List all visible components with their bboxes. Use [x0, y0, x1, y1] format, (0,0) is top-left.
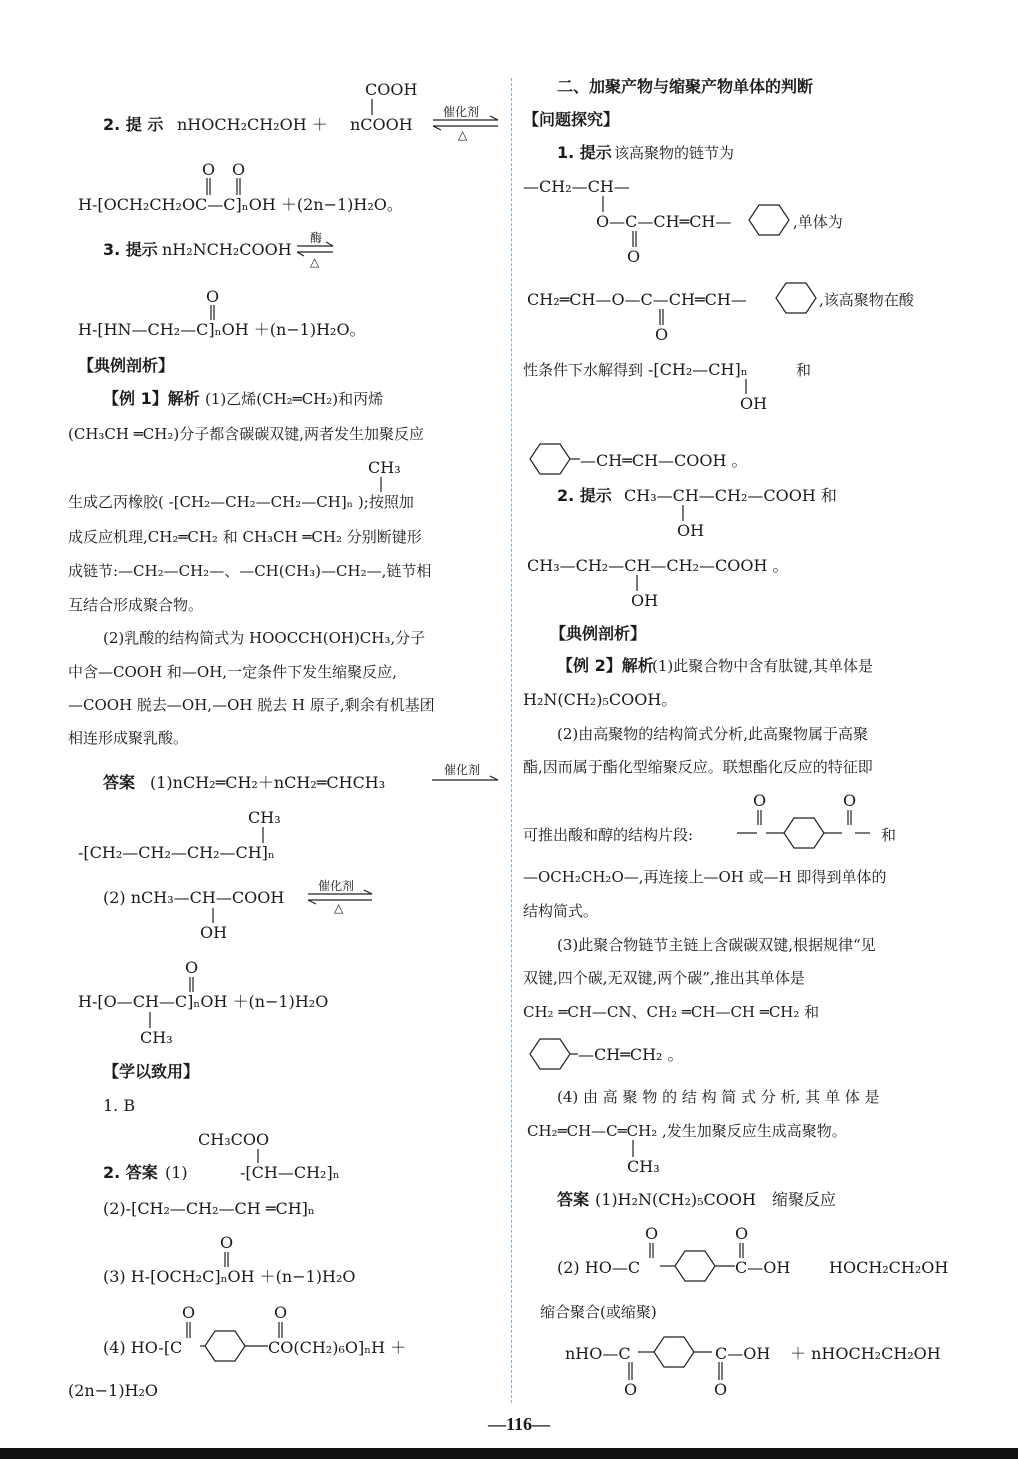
ch3-label: CH₃	[248, 808, 281, 827]
q2-product: H-[OCH₂CH₂OC—C]ₙOH ＋(2n−1)H₂O。	[78, 195, 403, 214]
o-atom: O	[735, 1224, 749, 1243]
r2-label: 2. 提示	[557, 486, 612, 505]
ans-2b: C—OH	[735, 1258, 791, 1277]
ex2-title: 【例 2】解析	[557, 656, 654, 675]
ch3-label: CH₃	[627, 1157, 660, 1176]
answer-label: 答案	[103, 773, 136, 792]
ans2-heat: △	[334, 901, 344, 915]
ex2-line: 双键,四个碳,无双键,两个碳”,推出其单体是	[523, 969, 805, 987]
ex1-line: 中含—COOH 和—OH,一定条件下发生缩聚反应,	[68, 663, 397, 681]
ex2-line: CH₂═CH—C═CH₂ ,发生加聚反应生成高聚物。	[527, 1122, 847, 1140]
ch3-label: CH₃	[140, 1028, 173, 1047]
r1-text: 该高聚物的链节为	[614, 144, 735, 162]
ans-2c: HOCH₂CH₂OH	[829, 1258, 949, 1277]
ex2-line: CH₂ ═CH—CN、CH₂ ═CH—CH ═CH₂ 和	[523, 1003, 820, 1021]
ex1-line: 成反应机理,CH₂═CH₂ 和 CH₃CH ═CH₂ 分别断键形	[68, 528, 422, 546]
apply-1: 1. B	[103, 1096, 136, 1115]
r1-cinnamic: —CH═CH—COOH 。	[580, 451, 748, 470]
o-atom: O	[206, 287, 220, 306]
bottom-edge-bar	[0, 1448, 1018, 1459]
section-example: 【典例剖析】	[78, 356, 175, 375]
ex1-line: (2)乳酸的结构简式为 HOOCCH(OH)CH₃,分子	[103, 629, 426, 647]
apply2-1-top: CH₃COO	[198, 1130, 270, 1149]
ex2-line: (4) 由 高 聚 物 的 结 构 简 式 分 析, 其 单 体 是	[557, 1088, 880, 1106]
section-example-2: 【典例剖析】	[550, 624, 647, 643]
q3-equation: nH₂NCH₂COOH	[162, 240, 292, 259]
o-atom: O	[627, 247, 641, 266]
q3-product: H-[HN—CH₂—C]ₙOH ＋(n−1)H₂O。	[78, 320, 366, 339]
apply2-4b: CO(CH₂)₆O]ₙH ＋	[268, 1338, 407, 1357]
page-number: —116—	[488, 1414, 551, 1434]
ex1-line: 相连形成聚乳酸。	[68, 729, 189, 747]
o-atom: O	[185, 958, 199, 977]
ch3-label: CH₃	[368, 458, 401, 477]
o-atom: O	[645, 1224, 659, 1243]
o-atom: O	[182, 1303, 196, 1322]
section-inquiry: 【问题探究】	[523, 110, 620, 129]
ans2-equation: (2) nCH₃—CH—COOH	[103, 888, 285, 907]
ex2-line: 可推出酸和醇的结构片段:	[523, 826, 694, 844]
ex2-line: —CH═CH₂ 。	[578, 1045, 684, 1064]
ex2-line: (1)此聚合物中含有肽键,其单体是	[652, 657, 874, 675]
r1-label: 1. 提示	[557, 143, 612, 162]
cooh-bottom: nCOOH	[350, 115, 413, 134]
apply2-1-chain: -[CH—CH₂]ₙ	[240, 1163, 340, 1182]
apply2-1: (1)	[165, 1163, 188, 1182]
r1-hydrolysis: 性条件下水解得到	[523, 361, 644, 379]
ans1-catalyst: 催化剂	[444, 763, 481, 777]
oh-label: OH	[677, 521, 705, 540]
ex1-line: (1)乙烯(CH₂═CH₂)和丙烯	[205, 390, 384, 408]
ex2-line: —OCH₂CH₂O—,再连接上—OH 或—H 即得到单体的	[523, 868, 887, 886]
q3-heat: △	[310, 255, 320, 269]
ans-4b: C—OH	[715, 1344, 771, 1363]
oh-label: OH	[200, 923, 228, 942]
ex1-line: 生成乙丙橡胶( -[CH₂—CH₂—CH₂—CH]ₙ );按照加	[68, 493, 414, 511]
ex2-line: 结构简式。	[523, 902, 599, 920]
ex1-line: 互结合形成聚合物。	[68, 596, 204, 614]
r1-polyol: -[CH₂—CH]ₙ	[648, 360, 748, 379]
ex1-line: 成链节:—CH₂—CH₂—、—CH(CH₃)—CH₂—,链节相	[68, 562, 432, 580]
ans2-catalyst: 催化剂	[318, 879, 355, 893]
ex1-title: 【例 1】解析	[103, 389, 200, 408]
o-atom: O	[843, 791, 857, 810]
o-atom: O	[274, 1303, 288, 1322]
r1-monomer: CH₂═CH—O—C—CH═CH—	[527, 290, 747, 309]
o-atom: O	[714, 1380, 728, 1399]
ex2-line: (2)由高聚物的结构简式分析,此高聚物属于高聚	[557, 725, 869, 743]
q3-catalyst: 酶	[310, 231, 323, 245]
apply2-4a: (4) HO-[C	[103, 1338, 183, 1357]
ex1-line: (CH₃CH ═CH₂)分子都含碳碳双键,两者发生加聚反应	[68, 425, 424, 443]
apply2-3: (3) H-[OCH₂C]ₙOH ＋(n−1)H₂O	[103, 1267, 356, 1286]
o-atom: O	[624, 1380, 638, 1399]
ex2-line: H₂N(CH₂)₅COOH。	[523, 690, 678, 709]
r1-chain: —CH₂—CH—	[523, 177, 630, 196]
ex2-line: 和	[881, 826, 897, 844]
o-atom: O	[753, 791, 767, 810]
r1-ester: O—C—CH═CH—	[596, 212, 732, 231]
r1-and: 和	[796, 361, 812, 379]
r1-monomer-label: ,单体为	[793, 213, 843, 231]
o-atom: O	[202, 160, 216, 179]
ex2-line: 酯,因而属于酯化型缩聚反应。联想酯化反应的特征即	[523, 758, 873, 776]
ans2-product: H-[O—CH—C]ₙOH ＋(n−1)H₂O	[78, 992, 329, 1011]
answer-label: 答案	[557, 1190, 590, 1209]
o-atom: O	[220, 1233, 234, 1252]
q2-heat: △	[458, 128, 468, 142]
apply2-2: (2)-[CH₂—CH₂—CH ═CH]ₙ	[103, 1199, 315, 1218]
oh-label: OH	[631, 591, 659, 610]
oh-label: OH	[740, 394, 768, 413]
ans-4c: ＋ nHOCH₂CH₂OH	[790, 1344, 941, 1363]
q2-label: 2. 提 示	[103, 115, 164, 134]
section-apply: 【学以致用】	[103, 1062, 200, 1081]
section-title: 二、加聚产物与缩聚产物单体的判断	[557, 77, 814, 96]
cooh-top: COOH	[365, 80, 418, 99]
ans1-equation: (1)nCH₂═CH₂＋nCH₂═CHCH₃	[150, 773, 386, 792]
ans1-product: -[CH₂—CH₂—CH₂—CH]ₙ	[78, 843, 275, 862]
ans-3: 缩合聚合(或缩聚)	[540, 1303, 657, 1321]
r2-b: CH₃—CH₂—CH—CH₂—COOH 。	[527, 556, 789, 575]
ex2-line: (3)此聚合物链节主链上含碳碳双键,根据规律“见	[557, 936, 876, 954]
o-atom: O	[232, 160, 246, 179]
apply2-4c: (2n−1)H₂O	[68, 1381, 159, 1400]
apply2-label: 2. 答案	[103, 1163, 158, 1182]
ans-1: (1)H₂N(CH₂)₅COOH 缩聚反应	[595, 1190, 836, 1209]
q3-label: 3. 提示	[103, 240, 158, 259]
o-atom: O	[655, 325, 669, 344]
q2-catalyst: 催化剂	[443, 105, 480, 119]
q2-equation: nHOCH₂CH₂OH ＋	[177, 115, 328, 134]
ex1-line: —COOH 脱去—OH,—OH 脱去 H 原子,剩余有机基团	[68, 696, 435, 714]
ans-2a: (2) HO—C	[557, 1258, 641, 1277]
r2-a: CH₃—CH—CH₂—COOH 和	[624, 486, 837, 505]
r1-acid: ,该高聚物在酸	[819, 291, 914, 309]
ans-4a: nHO—C	[565, 1344, 631, 1363]
